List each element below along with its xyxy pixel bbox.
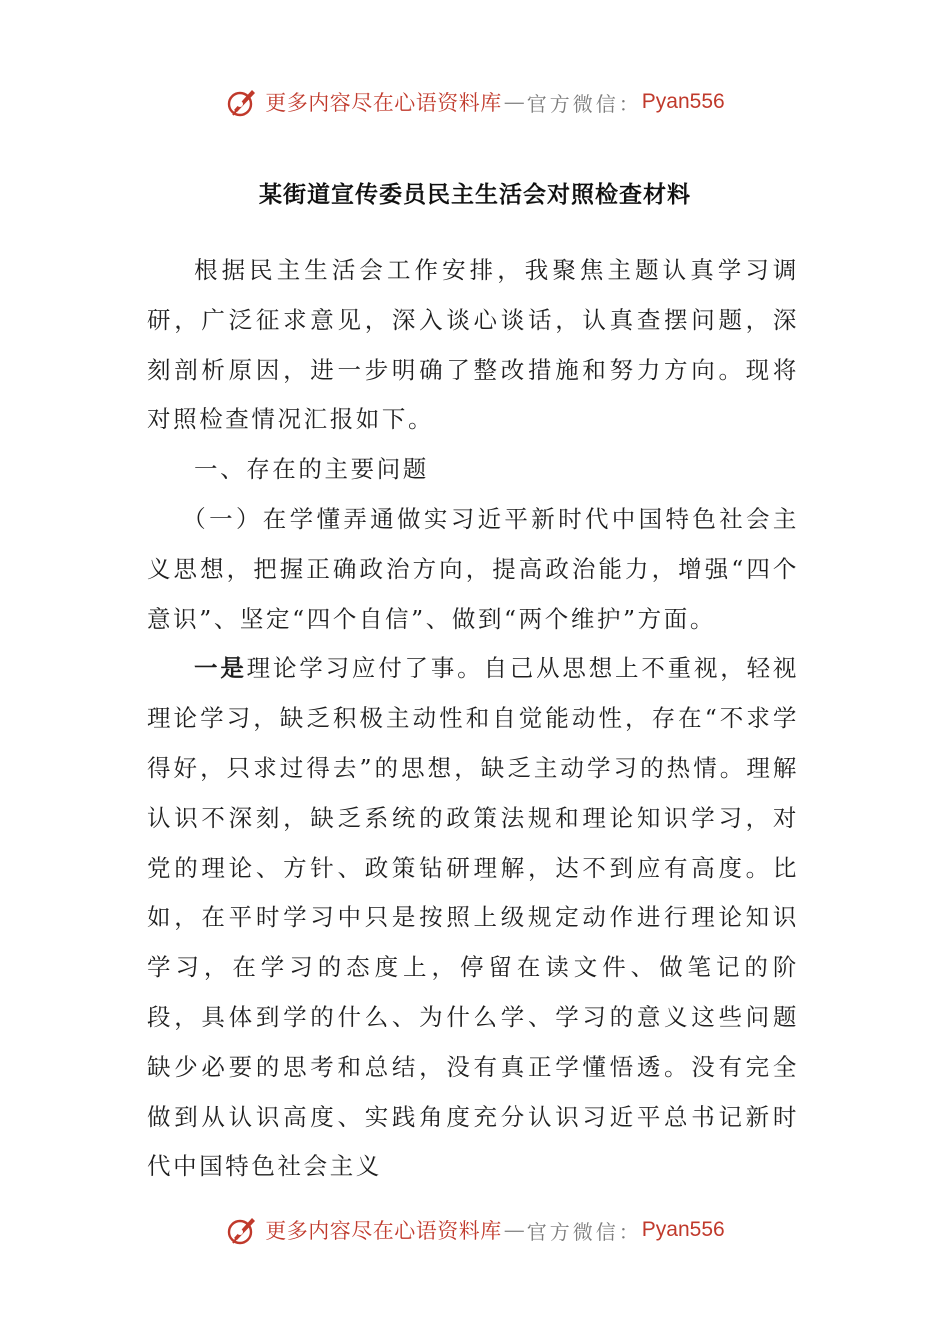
watermark-dash: — (503, 90, 525, 114)
point-body: 理论学习应付了事。自己从思想上不重视，轻视理论学习，缺乏积极主动性和自觉能动性，存在“不求学得好，只求过得去”的思想，缺乏主动学习的热情。理解认识不深刻，缺乏系统的政策法规和理论知识学习，对党的理论、方针、政策钻研理解，达不到应有高度。比如，在平时学习中只是按照上级规定动作进行理论知识学习，在学习的态度上，停留在读文件、做笔记的阶段，具体到学的什么、为什么学、学习的意义这些问题缺少必要的思考和总结，没有真正学懂悟透。没有完全做到从认识高度、实践角度充分认识习近平总书记新时代中国特色社会主义 (147, 654, 800, 1181)
watermark-official-label: 官方微信： (526, 1219, 642, 1244)
point-lead: 一是 (194, 654, 247, 683)
intro-paragraph: 根据民主生活会工作安排，我聚焦主题认真学习调研，广泛征求意见，深入谈心谈话，认真查摆问题，深刻剖析原因，进一步明确了整改措施和努力方向。现将对照检查情况汇报如下。 (147, 256, 799, 434)
watermark-wechat-id: Pyan556 (641, 90, 725, 113)
watermark-official-label: 官方微信： (526, 91, 642, 116)
document-body (147, 246, 799, 1192)
header-watermark-banner (0, 80, 950, 124)
watermark-dash: — (503, 1218, 525, 1242)
quill-pen-logo-icon (225, 85, 259, 119)
footer-watermark-banner (0, 1208, 950, 1252)
watermark-brand: 更多内容尽在心语资料库 (265, 91, 502, 115)
watermark-brand: 更多内容尽在心语资料库 (265, 1219, 502, 1243)
quill-pen-logo-icon (225, 1213, 259, 1247)
point-paragraph (147, 644, 799, 1192)
watermark-wechat-id: Pyan556 (641, 1218, 725, 1241)
document-title: 某街道宣传委员民主生活会对照检查材料 (259, 181, 691, 208)
section-heading: 一、存在的主要问题 (194, 455, 429, 484)
subsection-paragraph: （一）在学懂弄通做实习近平新时代中国特色社会主义思想，把握正确政治方向，提高政治能力，增强“四个意识”、坚定“四个自信”、做到“两个维护”方面。 (147, 504, 799, 633)
